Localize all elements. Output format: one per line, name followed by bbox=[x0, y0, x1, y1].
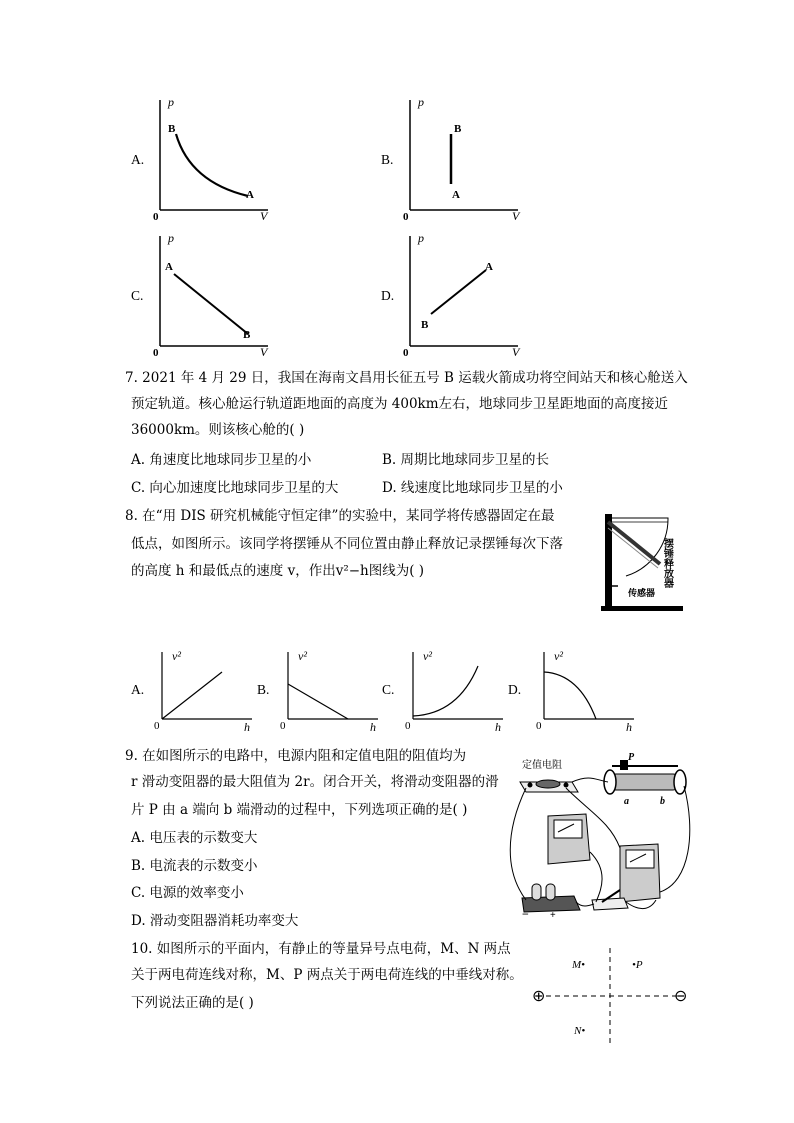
v2h-b-origin: 0 bbox=[280, 720, 286, 732]
pv-graph-b bbox=[400, 92, 530, 222]
charges-figure bbox=[528, 944, 698, 1049]
q8-line3: 的高度 h 和最低点的速度 v，作出v²−h图线为( ) bbox=[131, 563, 425, 579]
v2h-d-xlabel: h bbox=[626, 720, 632, 732]
pv-c-end: B bbox=[243, 329, 251, 341]
point-p-label: •P bbox=[632, 959, 643, 971]
pv-graph-d bbox=[400, 228, 530, 358]
q8-option-d-letter: D. bbox=[508, 682, 522, 697]
sensor-label: 传感器 bbox=[628, 588, 656, 598]
q8-line2: 低点，如图所示。该同学将摆锤从不同位置由静止释放记录摆锤每次下落 bbox=[131, 536, 563, 552]
q9-option-a: A. 电压表的示数变大 bbox=[131, 830, 258, 846]
v2h-a-ylabel: v² bbox=[172, 649, 181, 663]
v2h-graph-b bbox=[278, 644, 383, 732]
pv-graph-c bbox=[150, 228, 280, 358]
pv-a-ylabel: p bbox=[168, 95, 174, 109]
pv-b-origin: 0 bbox=[403, 211, 409, 222]
resistor-label: 定值电阻 bbox=[522, 760, 562, 771]
positive-charge-icon: ⊕ bbox=[532, 988, 546, 1005]
q10-line2: 关于两电荷连线对称，M、P 两点关于两电荷连线的中垂线对称。 bbox=[131, 967, 523, 983]
q9-line2: r 滑动变阻器的最大阻值为 2r。闭合开关，将滑动变阻器的滑 bbox=[131, 774, 499, 790]
v2h-c-origin: 0 bbox=[405, 720, 411, 732]
v2h-b-ylabel: v² bbox=[298, 649, 307, 663]
q7-option-d: D. 线速度比地球同步卫星的小 bbox=[382, 480, 563, 496]
pv-c-xlabel: V bbox=[260, 345, 268, 358]
q9-line3: 片 P 由 a 端向 b 端滑动的过程中，下列选项正确的是( ) bbox=[131, 802, 468, 818]
q10-line3: 下列说法正确的是( ) bbox=[131, 995, 254, 1011]
battery-minus-label: − bbox=[522, 907, 529, 920]
pv-c-origin: 0 bbox=[153, 347, 159, 358]
q7-line1: 7. 2021 年 4 月 29 日，我国在海南文昌用长征五号 B 运载火箭成功将空间站天和核心舱送入 bbox=[125, 370, 688, 386]
q9-line1: 9. 在如图所示的电路中，电源内阻和定值电阻的阻值均为 bbox=[125, 748, 467, 764]
pv-c-start: A bbox=[165, 261, 173, 273]
v2h-graph-a bbox=[152, 644, 257, 732]
circuit-figure bbox=[500, 752, 700, 920]
pendulum-label: 摆锤释放器 bbox=[661, 538, 673, 588]
q8-option-c-letter: C. bbox=[382, 682, 395, 697]
point-n-label: N• bbox=[574, 1025, 586, 1037]
pv-a-end: A bbox=[246, 189, 254, 201]
point-m-label: M• bbox=[572, 959, 586, 971]
q7-line2: 预定轨道。核心舱运行轨道距地面的高度为 400km左右，地球同步卫星距地面的高度接近 bbox=[131, 396, 669, 412]
pv-d-end: A bbox=[485, 261, 493, 273]
pv-graph-a bbox=[150, 92, 280, 222]
v2h-c-xlabel: h bbox=[495, 720, 501, 732]
pendulum-apparatus-figure bbox=[598, 508, 688, 616]
pv-c-ylabel: p bbox=[168, 231, 174, 245]
q8-option-b-letter: B. bbox=[257, 682, 270, 697]
v2h-d-ylabel: v² bbox=[554, 649, 563, 663]
v2h-d-origin: 0 bbox=[536, 720, 542, 732]
q10-line1: 10. 如图所示的平面内，有静止的等量异号点电荷，M、N 两点 bbox=[131, 941, 511, 957]
q9-option-b: B. 电流表的示数变小 bbox=[131, 858, 258, 874]
q8-line1: 8. 在“用 DIS 研究机械能守恒定律”的实验中，某同学将传感器固定在最 bbox=[125, 508, 555, 524]
q7-option-b: B. 周期比地球同步卫星的长 bbox=[382, 452, 550, 468]
option-c-letter: C. bbox=[131, 288, 144, 303]
negative-charge-icon: ⊖ bbox=[674, 988, 688, 1005]
option-b-letter: B. bbox=[381, 152, 394, 167]
pv-d-origin: 0 bbox=[403, 347, 409, 358]
pv-d-ylabel: p bbox=[418, 231, 424, 245]
q7-option-c: C. 向心加速度比地球同步卫星的大 bbox=[131, 480, 339, 496]
end-b-label: b bbox=[660, 796, 665, 807]
pv-d-xlabel: V bbox=[512, 345, 520, 358]
q7-line3: 36000km。则该核心舱的( ) bbox=[131, 422, 305, 438]
pv-a-origin: 0 bbox=[153, 211, 159, 222]
q8-option-a-letter: A. bbox=[131, 682, 145, 697]
option-d-letter: D. bbox=[381, 288, 395, 303]
q9-option-c: C. 电源的效率变小 bbox=[131, 885, 244, 901]
end-a-label: a bbox=[624, 796, 629, 807]
v2h-c-ylabel: v² bbox=[423, 649, 432, 663]
v2h-graph-c bbox=[403, 644, 508, 732]
pv-b-ylabel: p bbox=[418, 95, 424, 109]
pv-b-end: A bbox=[452, 189, 460, 201]
option-a-letter: A. bbox=[131, 152, 145, 167]
v2h-graph-d bbox=[534, 644, 639, 732]
pv-a-xlabel: V bbox=[260, 209, 268, 222]
v2h-b-xlabel: h bbox=[370, 720, 376, 732]
pv-a-start: B bbox=[168, 123, 176, 135]
slider-p-label: P bbox=[628, 752, 635, 763]
pv-b-start: B bbox=[454, 123, 462, 135]
v2h-a-xlabel: h bbox=[244, 720, 250, 732]
v2h-a-origin: 0 bbox=[154, 720, 160, 732]
pv-b-xlabel: V bbox=[512, 209, 520, 222]
q9-option-d: D. 滑动变阻器消耗功率变大 bbox=[131, 913, 299, 929]
q7-option-a: A. 角速度比地球同步卫星的小 bbox=[131, 452, 312, 468]
battery-plus-label: + bbox=[550, 910, 556, 920]
pv-d-start: B bbox=[421, 319, 429, 331]
